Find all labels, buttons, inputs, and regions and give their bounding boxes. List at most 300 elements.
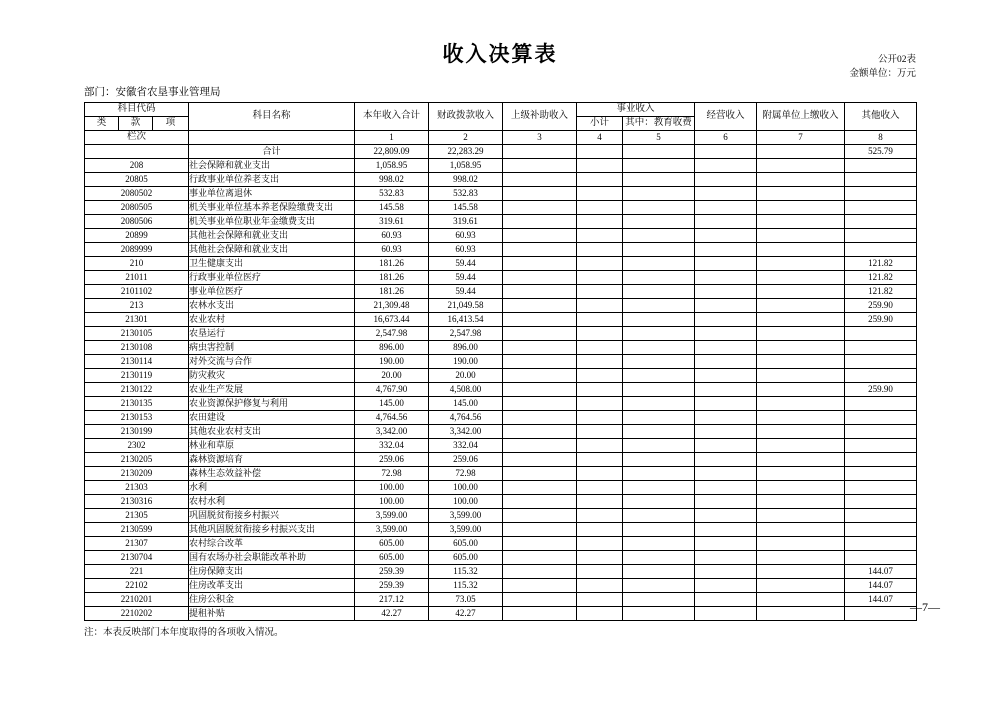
- table-row: [85, 186, 917, 200]
- row-value-5: [623, 312, 695, 326]
- row-code: 2080505: [85, 200, 189, 214]
- row-code: 210: [85, 256, 189, 270]
- row-value-7: [757, 144, 845, 158]
- row-value-7: [757, 578, 845, 592]
- row-value-2: 20.00: [429, 368, 503, 382]
- row-value-8: 144.07: [845, 578, 917, 592]
- form-meta: [84, 54, 916, 82]
- row-value-5: [623, 564, 695, 578]
- row-value-7: [757, 424, 845, 438]
- row-value-1: 16,673.44: [355, 312, 429, 326]
- row-code: 2130316: [85, 494, 189, 508]
- header-business-income-group: 事业收入: [577, 102, 695, 116]
- row-value-3: [503, 606, 577, 620]
- row-name: 机关事业单位基本养老保险缴费支出: [189, 200, 355, 214]
- row-value-1: 1,058.95: [355, 158, 429, 172]
- row-value-2: 59.44: [429, 270, 503, 284]
- table-row: [85, 606, 917, 620]
- row-value-4: [577, 536, 623, 550]
- row-value-6: [695, 172, 757, 186]
- row-value-6: [695, 256, 757, 270]
- row-value-1: 2,547.98: [355, 326, 429, 340]
- row-value-8: [845, 158, 917, 172]
- row-value-6: [695, 592, 757, 606]
- row-value-4: [577, 508, 623, 522]
- row-value-5: [623, 606, 695, 620]
- row-value-5: [623, 550, 695, 564]
- row-value-5: [623, 284, 695, 298]
- row-name: 住房公积金: [189, 592, 355, 606]
- row-value-7: [757, 172, 845, 186]
- row-value-8: [845, 396, 917, 410]
- row-value-7: [757, 312, 845, 326]
- row-name: 其他农业农村支出: [189, 424, 355, 438]
- row-value-6: [695, 228, 757, 242]
- row-value-4: [577, 606, 623, 620]
- row-name: 合计: [189, 144, 355, 158]
- row-value-7: [757, 284, 845, 298]
- row-code: 2130205: [85, 452, 189, 466]
- row-code: 2130119: [85, 368, 189, 382]
- row-value-7: [757, 256, 845, 270]
- row-value-4: [577, 550, 623, 564]
- row-value-7: [757, 606, 845, 620]
- row-value-6: [695, 550, 757, 564]
- page-number: —7—: [910, 600, 940, 614]
- row-value-7: [757, 158, 845, 172]
- row-value-2: 319.61: [429, 214, 503, 228]
- row-value-2: 16,413.54: [429, 312, 503, 326]
- row-value-1: 190.00: [355, 354, 429, 368]
- row-value-3: [503, 200, 577, 214]
- table-row: [85, 256, 917, 270]
- row-value-2: 3,599.00: [429, 508, 503, 522]
- row-value-4: [577, 368, 623, 382]
- row-name: 防灾救灾: [189, 368, 355, 382]
- table-body: [85, 144, 917, 620]
- row-value-7: [757, 368, 845, 382]
- table-row: [85, 396, 917, 410]
- rail-name-blank: [189, 130, 355, 144]
- row-value-5: [623, 508, 695, 522]
- table-row: [85, 578, 917, 592]
- row-value-3: [503, 592, 577, 606]
- row-value-8: 121.82: [845, 256, 917, 270]
- row-value-2: 998.02: [429, 172, 503, 186]
- row-value-5: [623, 578, 695, 592]
- row-value-2: 2,547.98: [429, 326, 503, 340]
- row-value-1: 3,599.00: [355, 508, 429, 522]
- row-value-7: [757, 396, 845, 410]
- row-value-4: [577, 214, 623, 228]
- header-superior-subsidy: 上级补助收入: [503, 102, 577, 130]
- row-value-1: 532.83: [355, 186, 429, 200]
- row-value-3: [503, 564, 577, 578]
- row-value-1: 72.98: [355, 466, 429, 480]
- row-value-6: [695, 354, 757, 368]
- row-value-8: [845, 536, 917, 550]
- row-code: 2302: [85, 438, 189, 452]
- row-value-6: [695, 284, 757, 298]
- row-value-5: [623, 256, 695, 270]
- row-name: 行政事业单位养老支出: [189, 172, 355, 186]
- row-code: 20899: [85, 228, 189, 242]
- header-operating-income: 经营收入: [695, 102, 757, 130]
- row-value-5: [623, 536, 695, 550]
- row-value-6: [695, 438, 757, 452]
- header-code-item: 项: [153, 116, 189, 130]
- table-row: [85, 200, 917, 214]
- row-value-6: [695, 606, 757, 620]
- row-value-8: 259.90: [845, 312, 917, 326]
- row-value-6: [695, 186, 757, 200]
- table-row: [85, 494, 917, 508]
- rail-label: 栏次: [85, 130, 189, 144]
- row-value-2: 22,283.29: [429, 144, 503, 158]
- row-value-7: [757, 270, 845, 284]
- row-code: 213: [85, 298, 189, 312]
- row-code: 2130153: [85, 410, 189, 424]
- row-value-4: [577, 564, 623, 578]
- row-value-2: 72.98: [429, 466, 503, 480]
- row-value-3: [503, 396, 577, 410]
- income-final-accounts-table: [84, 102, 917, 621]
- row-code: 2089999: [85, 242, 189, 256]
- row-code: 2130199: [85, 424, 189, 438]
- row-value-7: [757, 494, 845, 508]
- row-value-5: [623, 522, 695, 536]
- row-value-5: [623, 368, 695, 382]
- row-value-8: [845, 410, 917, 424]
- row-value-3: [503, 270, 577, 284]
- row-value-3: [503, 550, 577, 564]
- row-value-1: 605.00: [355, 550, 429, 564]
- row-value-7: [757, 452, 845, 466]
- row-value-5: [623, 396, 695, 410]
- table-row: [85, 298, 917, 312]
- row-value-1: 259.39: [355, 564, 429, 578]
- row-value-5: [623, 452, 695, 466]
- row-value-6: [695, 158, 757, 172]
- row-code: 2130105: [85, 326, 189, 340]
- row-value-4: [577, 410, 623, 424]
- row-value-7: [757, 228, 845, 242]
- row-value-5: [623, 480, 695, 494]
- row-value-6: [695, 466, 757, 480]
- row-value-6: [695, 298, 757, 312]
- row-value-1: 259.39: [355, 578, 429, 592]
- row-value-4: [577, 298, 623, 312]
- row-value-4: [577, 340, 623, 354]
- rail-8: 8: [845, 130, 917, 144]
- row-value-1: 145.00: [355, 396, 429, 410]
- row-value-3: [503, 228, 577, 242]
- row-value-4: [577, 326, 623, 340]
- row-value-8: [845, 522, 917, 536]
- row-value-1: 181.26: [355, 256, 429, 270]
- table-row: [85, 522, 917, 536]
- row-value-2: 60.93: [429, 242, 503, 256]
- table-row: [85, 368, 917, 382]
- row-value-7: [757, 564, 845, 578]
- row-value-1: 605.00: [355, 536, 429, 550]
- row-value-3: [503, 186, 577, 200]
- row-value-1: 3,599.00: [355, 522, 429, 536]
- row-value-4: [577, 438, 623, 452]
- row-value-6: [695, 480, 757, 494]
- table-row: [85, 564, 917, 578]
- table-row: [85, 158, 917, 172]
- row-value-8: [845, 172, 917, 186]
- rail-7: 7: [757, 130, 845, 144]
- department-label: 部门：安徽省农垦事业管理局: [84, 86, 221, 98]
- row-code: 20805: [85, 172, 189, 186]
- row-value-3: [503, 508, 577, 522]
- row-value-5: [623, 144, 695, 158]
- rail-6: 6: [695, 130, 757, 144]
- table-row: [85, 508, 917, 522]
- row-value-4: [577, 396, 623, 410]
- row-value-8: [845, 326, 917, 340]
- row-value-6: [695, 508, 757, 522]
- rail-2: 2: [429, 130, 503, 144]
- row-value-7: [757, 592, 845, 606]
- row-value-3: [503, 382, 577, 396]
- row-name: 社会保障和就业支出: [189, 158, 355, 172]
- row-value-2: 59.44: [429, 284, 503, 298]
- row-value-5: [623, 298, 695, 312]
- table-row: [85, 270, 917, 284]
- row-code: 2210201: [85, 592, 189, 606]
- row-name: 其他社会保障和就业支出: [189, 242, 355, 256]
- header-code-group: 科目代码: [85, 102, 189, 116]
- row-value-8: [845, 186, 917, 200]
- row-code: 221: [85, 564, 189, 578]
- row-value-1: 4,764.56: [355, 410, 429, 424]
- row-value-2: 60.93: [429, 228, 503, 242]
- table-row: [85, 410, 917, 424]
- row-value-3: [503, 466, 577, 480]
- row-value-7: [757, 242, 845, 256]
- row-code: 21301: [85, 312, 189, 326]
- row-value-2: 1,058.95: [429, 158, 503, 172]
- header-affiliate-income: 附属单位上缴收入: [757, 102, 845, 130]
- header-year-total: 本年收入合计: [355, 102, 429, 130]
- row-value-8: 259.90: [845, 382, 917, 396]
- row-value-2: 332.04: [429, 438, 503, 452]
- row-value-4: [577, 354, 623, 368]
- row-value-8: [845, 242, 917, 256]
- row-value-7: [757, 438, 845, 452]
- row-value-6: [695, 522, 757, 536]
- row-value-8: [845, 494, 917, 508]
- row-value-6: [695, 396, 757, 410]
- row-value-3: [503, 158, 577, 172]
- row-name: 农业生产发展: [189, 382, 355, 396]
- row-value-2: 605.00: [429, 536, 503, 550]
- row-value-6: [695, 578, 757, 592]
- form-number: 公开02表: [877, 55, 916, 65]
- row-value-3: [503, 284, 577, 298]
- row-value-4: [577, 284, 623, 298]
- header-code-section: 款: [119, 116, 153, 130]
- row-value-5: [623, 270, 695, 284]
- row-value-4: [577, 172, 623, 186]
- row-value-2: 42.27: [429, 606, 503, 620]
- row-value-3: [503, 452, 577, 466]
- row-value-2: 115.32: [429, 578, 503, 592]
- row-value-5: [623, 172, 695, 186]
- row-value-6: [695, 340, 757, 354]
- row-code: 21303: [85, 480, 189, 494]
- row-value-5: [623, 438, 695, 452]
- row-value-3: [503, 256, 577, 270]
- row-value-6: [695, 144, 757, 158]
- row-value-4: [577, 522, 623, 536]
- row-name: 农村综合改革: [189, 536, 355, 550]
- row-value-4: [577, 466, 623, 480]
- row-value-5: [623, 592, 695, 606]
- row-code: 22102: [85, 578, 189, 592]
- row-value-7: [757, 508, 845, 522]
- row-value-7: [757, 326, 845, 340]
- row-value-6: [695, 326, 757, 340]
- row-code: 21305: [85, 508, 189, 522]
- row-value-6: [695, 270, 757, 284]
- table-row: [85, 172, 917, 186]
- row-value-4: [577, 242, 623, 256]
- table-row: [85, 592, 917, 606]
- row-value-6: [695, 368, 757, 382]
- row-value-8: [845, 438, 917, 452]
- row-value-4: [577, 186, 623, 200]
- row-value-7: [757, 480, 845, 494]
- row-code: 21307: [85, 536, 189, 550]
- row-value-4: [577, 592, 623, 606]
- row-name: 农田建设: [189, 410, 355, 424]
- row-value-7: [757, 298, 845, 312]
- row-code: 2210202: [85, 606, 189, 620]
- row-value-1: 259.06: [355, 452, 429, 466]
- row-name: 森林资源培育: [189, 452, 355, 466]
- row-value-3: [503, 578, 577, 592]
- header-business-subtotal: 小计: [577, 116, 623, 130]
- row-value-8: [845, 228, 917, 242]
- row-value-8: [845, 508, 917, 522]
- row-value-3: [503, 410, 577, 424]
- header-subject-name: 科目名称: [189, 102, 355, 130]
- row-value-2: 59.44: [429, 256, 503, 270]
- row-value-7: [757, 382, 845, 396]
- row-name: 水利: [189, 480, 355, 494]
- row-value-7: [757, 522, 845, 536]
- row-value-8: [845, 480, 917, 494]
- row-value-1: 22,809.09: [355, 144, 429, 158]
- row-value-1: 4,767.90: [355, 382, 429, 396]
- row-value-7: [757, 354, 845, 368]
- row-value-3: [503, 144, 577, 158]
- row-value-5: [623, 228, 695, 242]
- row-value-6: [695, 536, 757, 550]
- row-value-8: [845, 214, 917, 228]
- row-value-6: [695, 214, 757, 228]
- row-value-8: 144.07: [845, 564, 917, 578]
- row-value-6: [695, 424, 757, 438]
- row-value-4: [577, 382, 623, 396]
- table-row: [85, 480, 917, 494]
- amount-unit: 金额单位：万元: [849, 68, 916, 79]
- row-value-1: 319.61: [355, 214, 429, 228]
- table-row: [85, 340, 917, 354]
- row-value-3: [503, 326, 577, 340]
- row-value-1: 42.27: [355, 606, 429, 620]
- row-name: 卫生健康支出: [189, 256, 355, 270]
- header-other-income: 其他收入: [845, 102, 917, 130]
- row-code: 2130108: [85, 340, 189, 354]
- row-value-8: 144.07: [845, 592, 917, 606]
- row-value-6: [695, 312, 757, 326]
- row-value-3: [503, 242, 577, 256]
- table-row: [85, 228, 917, 242]
- row-code: 2130704: [85, 550, 189, 564]
- row-value-6: [695, 564, 757, 578]
- row-value-8: [845, 340, 917, 354]
- row-value-2: 100.00: [429, 494, 503, 508]
- row-code: 2130209: [85, 466, 189, 480]
- table-row-total: [85, 144, 917, 158]
- row-value-7: [757, 550, 845, 564]
- row-value-8: 121.82: [845, 270, 917, 284]
- table-row: [85, 424, 917, 438]
- row-value-5: [623, 466, 695, 480]
- row-value-5: [623, 242, 695, 256]
- row-value-8: [845, 200, 917, 214]
- row-value-6: [695, 242, 757, 256]
- row-value-2: 605.00: [429, 550, 503, 564]
- row-value-1: 181.26: [355, 270, 429, 284]
- row-value-2: 4,508.00: [429, 382, 503, 396]
- row-code: 21011: [85, 270, 189, 284]
- row-value-7: [757, 466, 845, 480]
- row-value-2: 73.05: [429, 592, 503, 606]
- row-name: 农垦运行: [189, 326, 355, 340]
- row-value-8: [845, 452, 917, 466]
- row-value-2: 3,342.00: [429, 424, 503, 438]
- row-code: 2130135: [85, 396, 189, 410]
- row-name: 巩固脱贫衔接乡村振兴: [189, 508, 355, 522]
- table-row: [85, 242, 917, 256]
- row-value-5: [623, 354, 695, 368]
- row-value-7: [757, 214, 845, 228]
- row-value-8: 259.90: [845, 298, 917, 312]
- row-name: 对外交流与合作: [189, 354, 355, 368]
- row-value-1: 100.00: [355, 494, 429, 508]
- header-code-class: 类: [85, 116, 119, 130]
- table-column-index-row: [85, 130, 917, 144]
- row-name: 行政事业单位医疗: [189, 270, 355, 284]
- row-code: 2130122: [85, 382, 189, 396]
- row-name: 国有农场办社会职能改革补助: [189, 550, 355, 564]
- row-value-5: [623, 186, 695, 200]
- row-value-2: 115.32: [429, 564, 503, 578]
- row-value-4: [577, 424, 623, 438]
- row-value-4: [577, 494, 623, 508]
- row-value-8: [845, 354, 917, 368]
- row-value-1: 332.04: [355, 438, 429, 452]
- row-value-4: [577, 158, 623, 172]
- row-value-4: [577, 578, 623, 592]
- row-value-5: [623, 340, 695, 354]
